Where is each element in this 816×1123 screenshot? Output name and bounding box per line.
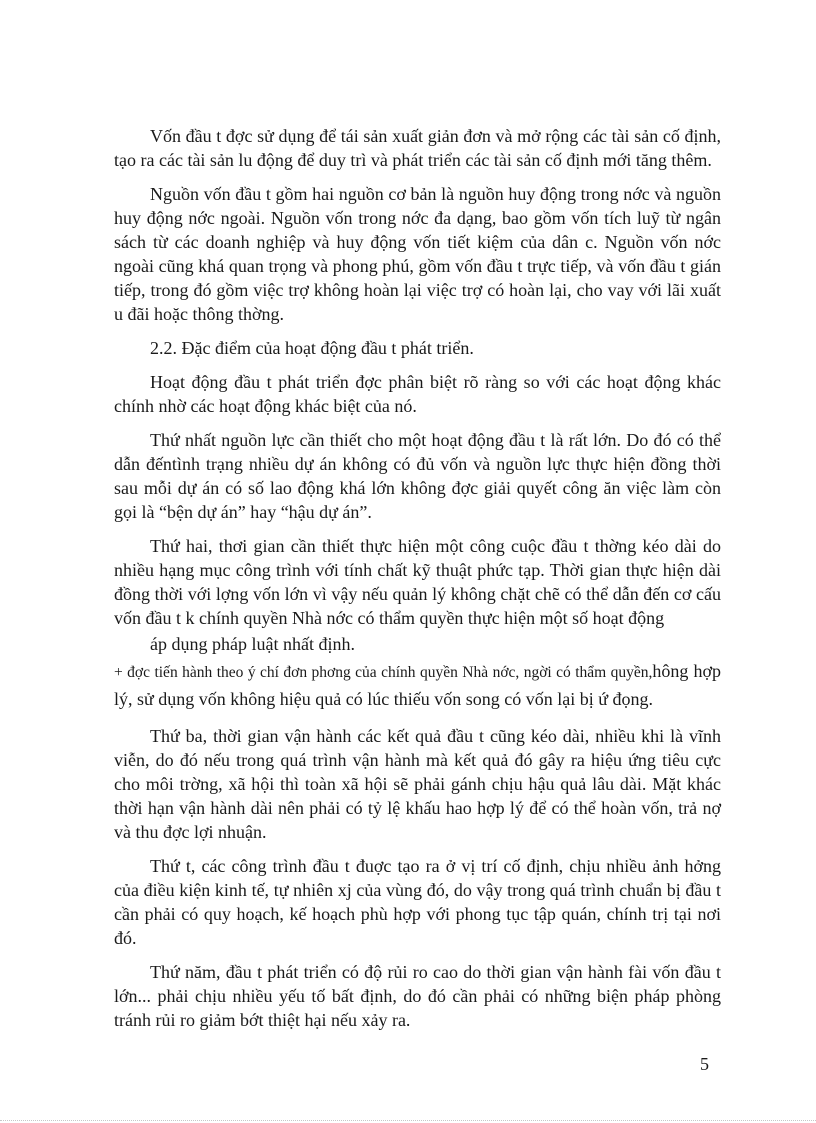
paragraph-7-rest: hông hợp lý, sử dụng vốn không hiệu quả có lúc thiếu vốn song có vốn lại bị ứ đọng. [114,661,721,709]
paragraph-7 [114,658,721,714]
paragraph-1: Vốn đầu t đợc sử dụng để tái sản xuất giản đơn và mở rộng các tài sản cố định, tạo ra các tài sản lu động để duy trì và phát triển các tài sản cố định mới tăng thêm. [114,126,721,170]
paragraph-2: Nguồn vốn đầu t gồm hai nguồn cơ bản là nguồn huy động trong nớc và nguồn huy động nớc ngoài. Nguồn vốn trong nớc đa dạng, bao gồm vốn tích luỹ từ ngân sách từ các doanh nghiệp và huy động vốn tiết kiệm của dân c. Nguồn vốn nớc ngoài cũng khá quan trọng và phong phú, gồm vốn đầu t trực tiếp, và vốn đầu t gián tiếp, trong đó gồm việc trợ không hoàn lại việc trợ có hoàn lại, cho vay với lãi xuất u đãi hoặc thông thờng. [114,184,721,324]
section-heading: 2.2. Đặc điểm của hoạt động đầu t phát triển. [150,338,474,358]
page-number: 5 [700,1054,709,1074]
paragraph-10: Thứ năm, đầu t phát triển có độ rủi ro cao do thời gian vận hành fài vốn đầu t lớn... phải chịu nhiều yếu tố bất định, do đó cần phải có những biện pháp phòng tránh rủi ro giảm bớt thiệt hại nếu xảy ra. [114,962,721,1030]
paragraph-5: Thứ hai, thơi gian cần thiết thực hiện một công cuộc đầu t thờng kéo dài do nhiều hạng mục công trình với tính chất kỹ thuật phức tạp. Thời gian thực hiện dài đồng thời với lợng vốn lớn vì vậy nếu quản lý không chặt chẽ có thể dẫn đến cơ cấu vốn đầu t k chính quyền Nhà nớc có thẩm quyền thực hiện một số hoạt động [114,536,721,628]
paragraph-4: Thứ nhất nguồn lực cần thiết cho một hoạt động đầu t là rất lớn. Do đó có thể dẫn đếntình trạng nhiều dự án không có đủ vốn và nguồn lực thực hiện đồng thời sau mỗi dự án có số lao động khá lớn không đợc giải quyết công ăn việc làm còn gọi là “bện dự án” hay “hậu dự án”. [114,430,721,522]
paragraph-3: Hoạt động đầu t phát triển đợc phân biệt rõ ràng so với các hoạt động khác chính nhờ các hoạt động khác biệt của nó. [114,372,721,416]
paragraph-9: Thứ t, các công trình đầu t đuợc tạo ra ở vị trí cố định, chịu nhiều ảnh hởng của điều kiện kinh tế, tự nhiên xj của vùng đó, do vậy trong quá trình chuẩn bị đầu t cần phải có quy hoạch, kế hoạch phù hợp với phong tục tập quán, chính trị tại nơi đó. [114,856,721,948]
page-bottom-divider [0,1120,816,1121]
body-text [114,124,721,1042]
paragraph-7-lead: + đợc tiến hành theo ý chí đơn phơng của chính quyền Nhà nớc, ngời có thẩm quyền, [114,664,653,681]
paragraph-6: áp dụng pháp luật nhất định. [150,634,355,654]
paragraph-8: Thứ ba, thời gian vận hành các kết quả đầu t cũng kéo dài, nhiều khi là vĩnh viễn, do đó nếu trong quá trình vận hành mà kết quả đó gây ra hiệu ứng tiêu cực cho môi trờng, xã hội thì toàn xã hội sẽ phải gánh chịu hậu quả lâu dài. Mặt khác thời hạn vận hành dài nên phải có tỷ lệ khấu hao hợp lý để có thể hoàn vốn, trả nợ và thu đợc lợi nhuận. [114,726,721,842]
